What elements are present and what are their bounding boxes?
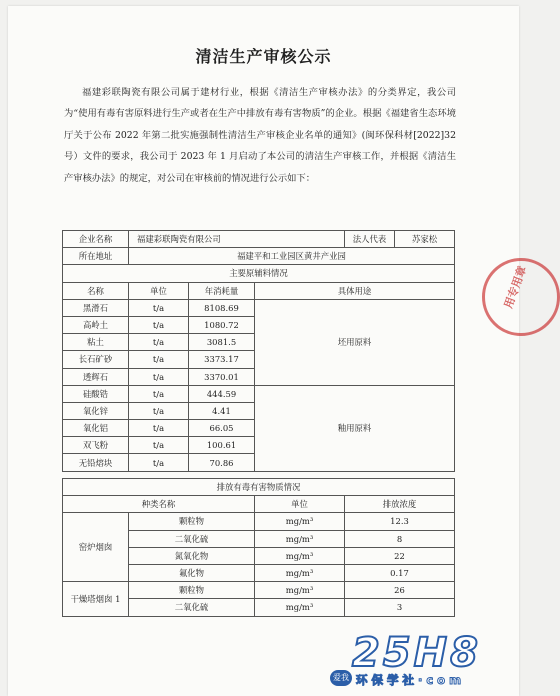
- company-row: [63, 231, 455, 248]
- address-value: 福建平和工业园区黄井产业园: [129, 248, 455, 265]
- material-amount: 444.59: [189, 385, 255, 402]
- table-row: [63, 582, 455, 599]
- table-row: [63, 385, 455, 402]
- material-amount: 3373.17: [189, 351, 255, 368]
- pollutant-unit: mg/m³: [255, 599, 345, 616]
- use-group-2: 釉用原料: [255, 385, 455, 471]
- emissions-section-row: [63, 479, 455, 496]
- legal-rep-label: 法人代表: [345, 231, 395, 248]
- company-materials-table: [62, 230, 455, 472]
- materials-section-row: [63, 265, 455, 282]
- pollutant-name: 氮氧化物: [129, 547, 255, 564]
- pollutant-name: 二氧化硫: [129, 530, 255, 547]
- pollutant-value: 22: [345, 547, 455, 564]
- header-amount: 年消耗量: [189, 282, 255, 299]
- materials-header-row: [63, 282, 455, 299]
- document-page: [8, 6, 530, 696]
- material-unit: t/a: [129, 299, 189, 316]
- material-unit: t/a: [129, 334, 189, 351]
- material-amount: 100.61: [189, 437, 255, 454]
- pollutant-unit: mg/m³: [255, 513, 345, 530]
- watermark-logo: 25H8: [352, 630, 481, 676]
- material-unit: t/a: [129, 351, 189, 368]
- pollutant-unit: mg/m³: [255, 547, 345, 564]
- material-name: 黑滑石: [63, 299, 129, 316]
- pollutant-name: 氟化物: [129, 564, 255, 581]
- pollutant-name: 二氧化硫: [129, 599, 255, 616]
- material-unit: t/a: [129, 385, 189, 402]
- header-unit: 单位: [255, 496, 345, 513]
- company-name-label: 企业名称: [63, 231, 129, 248]
- material-name: 透辉石: [63, 368, 129, 385]
- material-name: 粘土: [63, 334, 129, 351]
- material-amount: 1080.72: [189, 316, 255, 333]
- pollutant-name: 颗粒物: [129, 582, 255, 599]
- material-amount: 3081.5: [189, 334, 255, 351]
- material-unit: t/a: [129, 402, 189, 419]
- pollutant-unit: mg/m³: [255, 564, 345, 581]
- seal-text: 用专用章: [501, 264, 530, 311]
- material-name: 无铅熔块: [63, 454, 129, 471]
- legal-rep: 苏家松: [395, 231, 455, 248]
- pollutant-value: 3: [345, 599, 455, 616]
- header-type: 种类名称: [63, 496, 255, 513]
- pollutant-unit: mg/m³: [255, 530, 345, 547]
- material-name: 硅酸锆: [63, 385, 129, 402]
- emissions-table: [62, 478, 455, 617]
- header-use: 具体用途: [255, 282, 455, 299]
- notice-paragraph: 福建彩联陶瓷有限公司属于建材行业，根据《清洁生产审核办法》的分类界定，我公司为“使用有毒有害原料进行生产或者在生产中排放有毒有害物质”的企业。根据《福建省生态环境厅关于公布 2022 年第二批实施强制性清洁生产审核企业名单的通知》(闽环保科材[2022]32 号）文件的要求，我公司于 2023 年 1 月启动了本公司的清洁生产审核工作，并根据《清洁生产审核办法》的规定，对公司在审核前的情况进行公示如下：: [64, 87, 456, 184]
- pollutant-value: 0.17: [345, 564, 455, 581]
- source-dryer-chimney: 干燥塔烟囱 1: [63, 582, 129, 616]
- material-amount: 66.05: [189, 420, 255, 437]
- header-unit: 单位: [129, 282, 189, 299]
- material-amount: 4.41: [189, 402, 255, 419]
- material-unit: t/a: [129, 454, 189, 471]
- materials-section-title: 主要原辅料情况: [63, 265, 455, 282]
- watermark-subtext: 环保学社·com: [356, 673, 466, 687]
- pollutant-value: 12.3: [345, 513, 455, 530]
- material-name: 氧化锌: [63, 402, 129, 419]
- site-watermark: [330, 630, 520, 688]
- material-unit: t/a: [129, 316, 189, 333]
- header-concentration: 排放浓度: [345, 496, 455, 513]
- material-name: 双飞粉: [63, 437, 129, 454]
- header-name: 名称: [63, 282, 129, 299]
- material-name: 氧化铝: [63, 420, 129, 437]
- source-kiln-chimney: 窑炉烟囱: [63, 513, 129, 582]
- emissions-section-title: 排放有毒有害物质情况: [63, 479, 455, 496]
- pollutant-unit: mg/m³: [255, 582, 345, 599]
- material-unit: t/a: [129, 420, 189, 437]
- company-name: 福建彩联陶瓷有限公司: [129, 231, 345, 248]
- material-unit: t/a: [129, 437, 189, 454]
- table-row: [63, 513, 455, 530]
- watermark-badge: 爱我: [330, 670, 352, 686]
- material-amount: 8108.69: [189, 299, 255, 316]
- material-name: 长石矿砂: [63, 351, 129, 368]
- company-seal: [482, 258, 560, 336]
- emissions-header-row: [63, 496, 455, 513]
- table-row: [63, 299, 455, 316]
- pollutant-name: 颗粒物: [129, 513, 255, 530]
- address-label: 所在地址: [63, 248, 129, 265]
- material-amount: 70.86: [189, 454, 255, 471]
- use-group-1: 坯用原料: [255, 299, 455, 385]
- pollutant-value: 26: [345, 582, 455, 599]
- page-title: 清洁生产审核公示: [195, 47, 332, 66]
- material-unit: t/a: [129, 368, 189, 385]
- material-amount: 3370.01: [189, 368, 255, 385]
- address-row: [63, 248, 455, 265]
- pollutant-value: 8: [345, 530, 455, 547]
- material-name: 高岭土: [63, 316, 129, 333]
